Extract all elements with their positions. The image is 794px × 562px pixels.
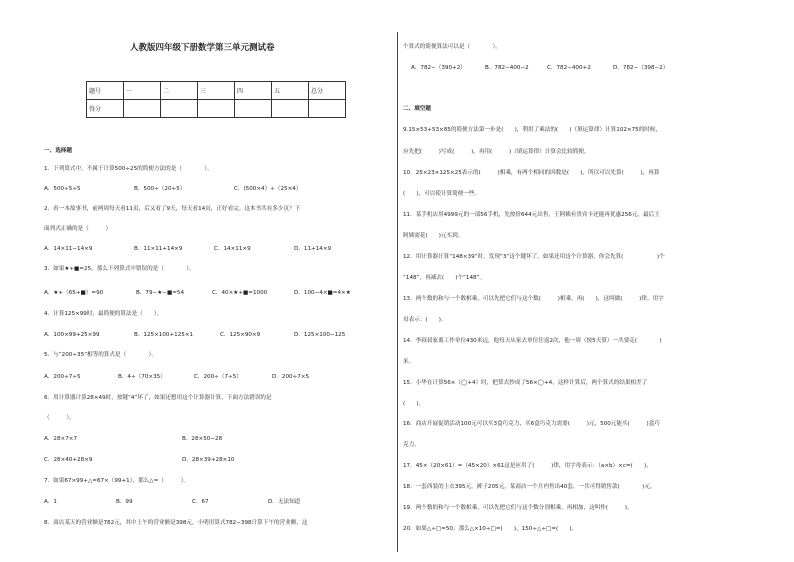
option: C．14×11×9 (214, 246, 251, 252)
table-cell: 五 (272, 82, 309, 100)
option: D．11+14×9 (294, 246, 332, 252)
table-cell (161, 100, 198, 118)
option: A．100×99+25×99 (44, 332, 100, 338)
question-19: 19．两个数的和与一个数相乘，可以先把它们与这个数分别相乘，再相加，这叫作( )。 (403, 505, 633, 511)
question-12: 12．用计算器计算“148×39”时，发现“3”这个键坏了。如果还用这个计算器，你会先算( )个 (403, 254, 665, 260)
option: A．14×11−14×9 (44, 246, 93, 252)
question-11-cont: 阿姨需花( )元买到。 (403, 233, 464, 239)
option: B．99 (116, 499, 133, 505)
option: B．79−★−■=54 (136, 290, 185, 296)
option: A．200÷7÷5 (44, 374, 81, 380)
table-cell: 一 (124, 82, 161, 100)
question-6: 6．用计算器计算28×49时，按键“4”坏了，如果还想用这个计算器计算，下面方法错误的是 (44, 395, 272, 401)
option: D．100−4×■=4×★ (294, 290, 351, 296)
section-heading: 一、选择题 (44, 148, 72, 154)
option: A．★+（65+■）=90 (44, 290, 104, 296)
question-14-cont: 米。 (403, 359, 415, 365)
table-cell: 题号 (87, 82, 124, 100)
column-divider (397, 32, 398, 552)
question-6-cont: （ ）。 (44, 415, 75, 421)
option: C．67 (192, 499, 209, 505)
option: A．28×7×7 (44, 436, 78, 442)
question-13-cont: 母表示：( )。 (403, 317, 447, 323)
option: A．500÷5÷5 (44, 186, 81, 192)
table-cell: 得分 (87, 100, 124, 118)
question-9-cont: 应先把( )写成( )，再用( )（填运算律）计算会比较简便。 (403, 149, 590, 155)
option: B．28×50−28 (182, 436, 223, 442)
option: D．无法知道 (268, 499, 301, 505)
page-title: 人教版四年级下册数学第三单元测试卷 (130, 43, 275, 53)
option: B．11×11+14×9 (134, 246, 183, 252)
question-17: 17．45×（20×61）=（45×20）×61这是应用了( )律，用字母表示：（a×b）×c=( )。 (403, 463, 652, 469)
question-14: 14．李叔叔家离工作单位430米远，他每天从家去单位往返2次，他一周（按5天算）一共要走( ) (403, 338, 662, 344)
table-cell (198, 100, 235, 118)
question-10: 10．25×23×125×25表示的( )相乘，有两个相同的因数是( )，所以可以先算( )，再算 (403, 170, 660, 176)
option: C．(500×4）÷（25×4） (234, 186, 302, 192)
option: C．782−400+2 (547, 65, 591, 71)
question-12-cont: “148”，再减去( )个“148”。 (403, 275, 486, 281)
question-3: 3．如果★+■=25，那么下列算式中错误的是（ ）。 (44, 266, 195, 272)
question-16-cont: 克力。 (403, 442, 420, 448)
option: D．200÷7×5 (272, 374, 310, 380)
question-8-cont: 个算式的简便算法可以是（ ）。 (403, 44, 501, 50)
question-8: 8．商店某天的营业额是782元，其中上午的营业额是398元，小明用算式782−398计算下午的营业额，这 (44, 520, 308, 526)
question-15-cont: ( )。 (403, 401, 425, 407)
table-cell (272, 100, 309, 118)
question-13: 13．两个数的和与一个数相乘，可以先把它们与这个数( )相乘，再( )，这叫做( )律。用字 (403, 296, 664, 302)
option: B．125×100+125×1 (134, 332, 194, 338)
table-cell: 二 (161, 82, 198, 100)
question-11: 11．某手机店用4999元的一部56手机，先按价644元出售，王阿姨有贵宾卡还能再优惠256元，最后王 (403, 212, 660, 218)
table-cell: 总分 (309, 82, 346, 100)
question-2: 2．看一本故事书，前两周每天看11页，后又看了9天，每天看14页，正好看完。这本书共有多少页？下 (44, 206, 301, 212)
table-cell (309, 100, 346, 118)
option: C．28×40+28×9 (44, 457, 93, 463)
option: D．28×39+28×10 (182, 457, 235, 463)
option: A．1 (44, 499, 57, 505)
question-2-cont: 面列式正确的是（ ） (44, 226, 112, 232)
question-5: 5．与“200÷35”相等的算式是（ ）。 (44, 352, 157, 358)
question-7: 7．如果67×99+△=67×（99+1），那么△=（ ）。 (44, 478, 190, 484)
option: B．500÷（20+5） (134, 186, 186, 192)
question-9: 9.15×53+53×85的简便方法第一步是( )，利用了乘法的( )（填运算律）计算102×75的时候， (403, 127, 662, 133)
score-table-header-row (87, 82, 346, 100)
option: A．782−（390+2） (411, 65, 466, 71)
question-15: 15．小华在计算56×（◯+4）时，把算式抄成了56×◯+4，这样计算后，两个算式的结果相差了 (403, 380, 648, 386)
score-table (86, 81, 346, 118)
option: B．4÷（70×35） (118, 374, 166, 380)
score-table-score-row (87, 100, 346, 118)
question-1: 1．下列算式中，不属于计算500÷25的简便方法的是（ ）。 (44, 166, 213, 172)
table-cell: 三 (198, 82, 235, 100)
option: B．782−400−2 (485, 65, 529, 71)
question-16: 16．商店开展促销活动100元可以买3盒巧克力，买6盒巧克力需要( )元，500元能买( )盒巧 (403, 421, 660, 427)
question-4: 4．计算125×99时，最简便的算法是（ ）。 (44, 311, 163, 317)
question-10-cont: ( )，可以使计算简便一些。 (403, 191, 481, 197)
table-cell (235, 100, 272, 118)
option: D．782−（398−2） (613, 65, 669, 71)
question-20: 20．如果△÷□=50，那么△×10÷□=( )，150÷△÷□=( )。 (403, 526, 578, 532)
question-18: 18．一套西装的上衣395元，裤子205元，某商店一个月内售出40套，一共可得销售款( )元。 (403, 484, 656, 490)
option: D．125×100−125 (294, 332, 346, 338)
option: C．40×★+■=1000 (212, 290, 268, 296)
table-cell (124, 100, 161, 118)
section-heading: 二、填空题 (403, 106, 431, 112)
option: C．200÷（7÷5） (194, 374, 242, 380)
option: C．125×90×9 (220, 332, 261, 338)
table-cell: 四 (235, 82, 272, 100)
